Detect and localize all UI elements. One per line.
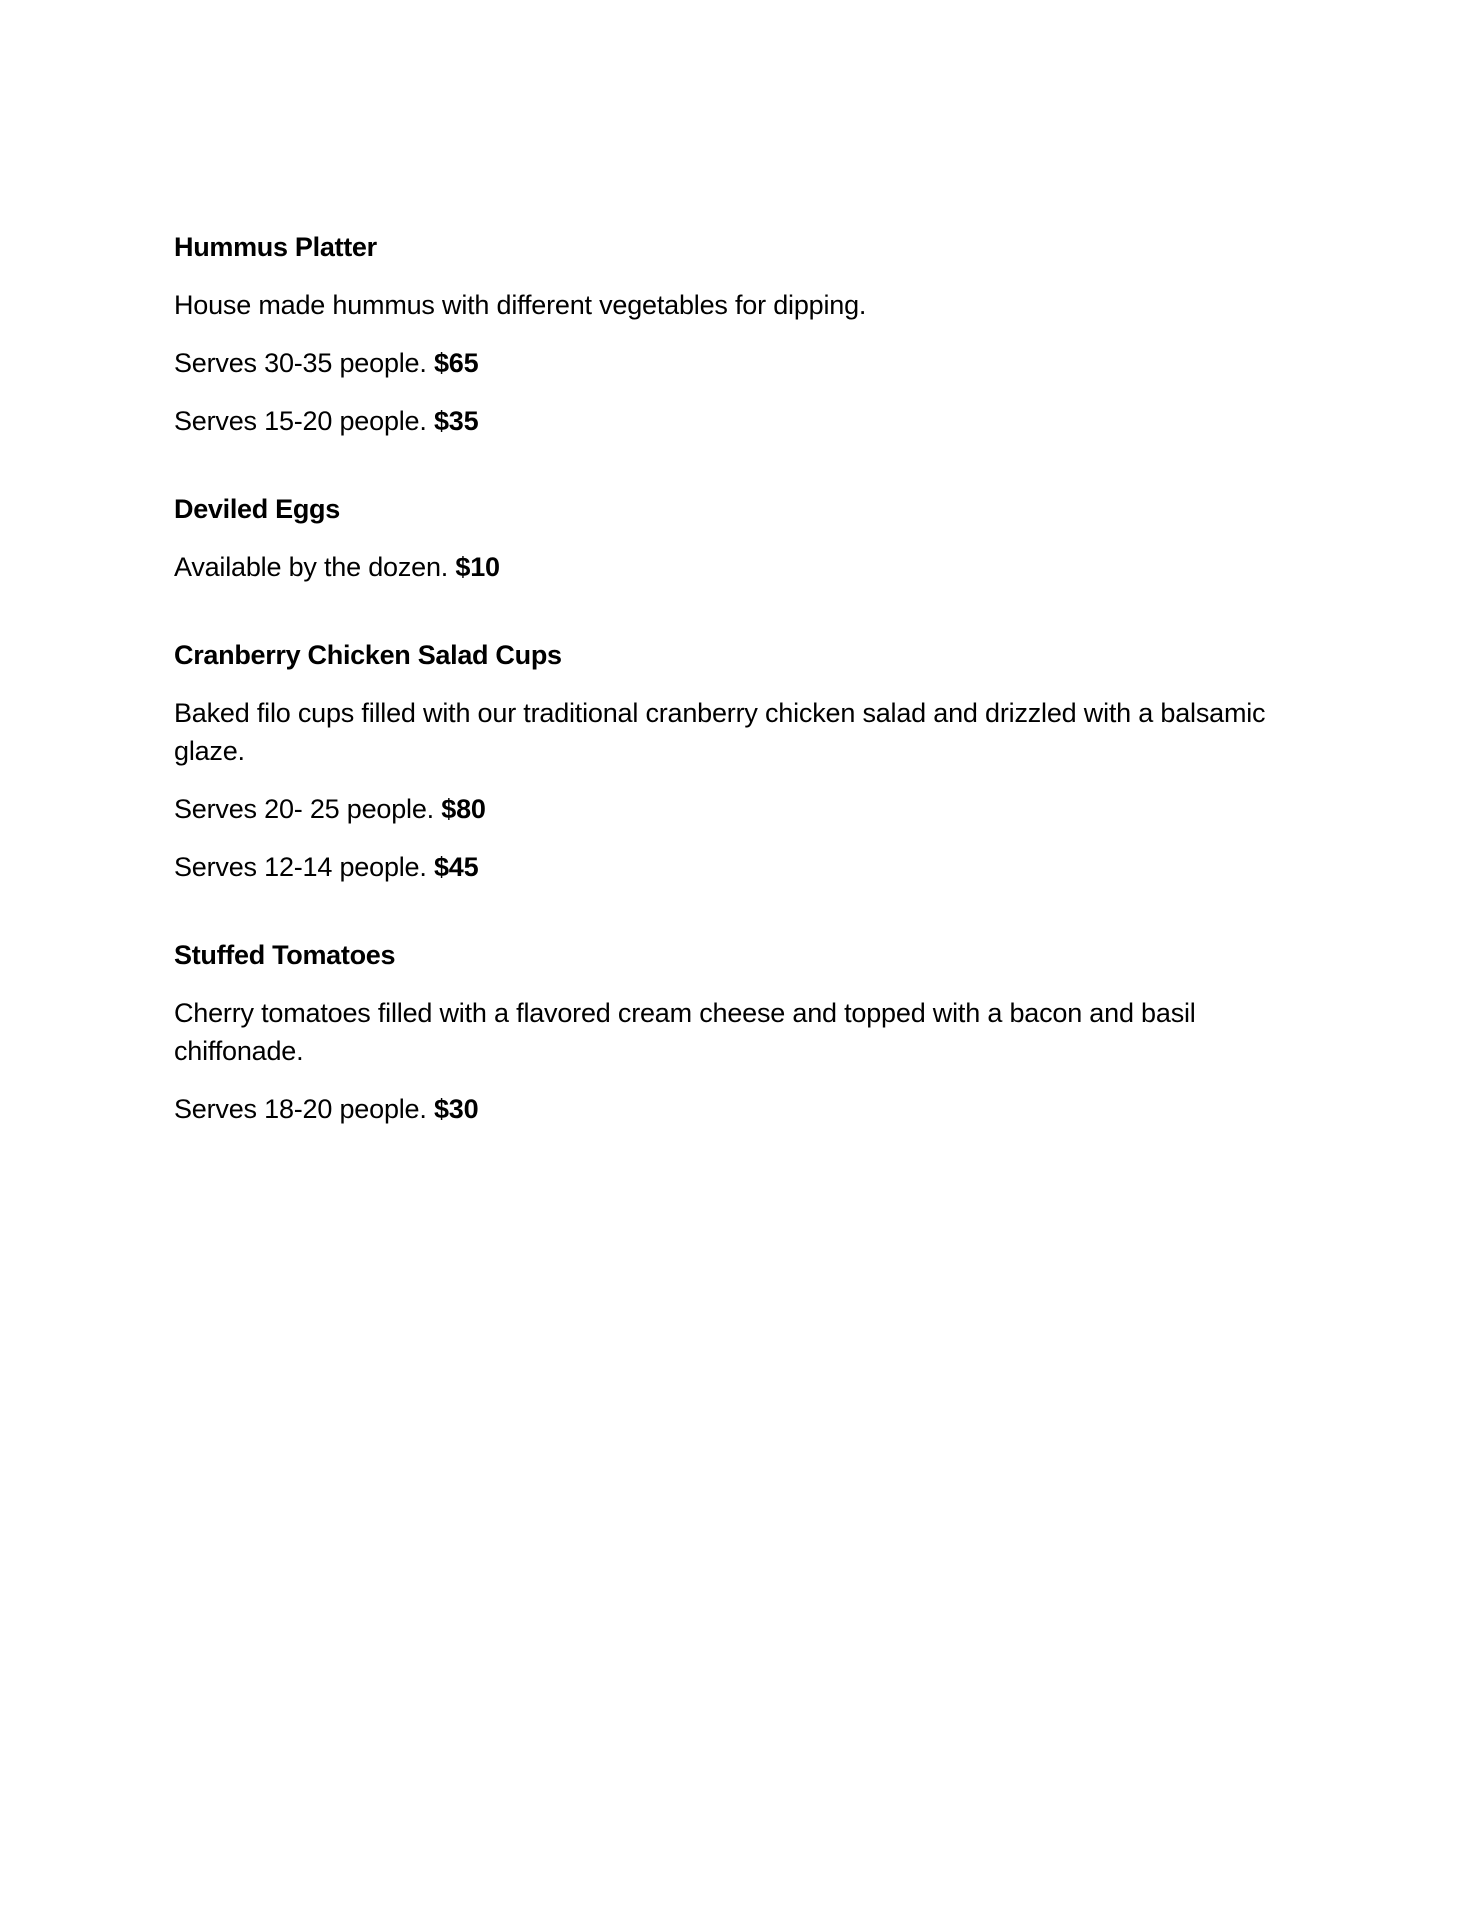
serving-option xyxy=(174,848,1314,886)
serving-option xyxy=(174,790,1314,828)
menu-item-stuffed-tomatoes xyxy=(174,936,1314,1128)
serving-option xyxy=(174,1090,1314,1128)
serving-text: Available by the dozen. xyxy=(174,552,449,582)
serving-text: Serves 30-35 people. xyxy=(174,348,427,378)
price: $45 xyxy=(433,852,479,882)
item-description: Baked filo cups filled with our traditional cranberry chicken salad and drizzled with a balsamic glaze. xyxy=(174,698,1266,766)
item-title: Hummus Platter xyxy=(174,232,377,262)
menu-item-hummus-platter xyxy=(174,228,1314,440)
menu-item-cranberry-chicken-salad-cups xyxy=(174,636,1314,886)
serving-option xyxy=(174,548,1314,586)
serving-text: Serves 20- 25 people. xyxy=(174,794,434,824)
price: $30 xyxy=(433,1094,479,1124)
price: $35 xyxy=(433,406,479,436)
serving-text: Serves 18-20 people. xyxy=(174,1094,427,1124)
price: $65 xyxy=(433,348,479,378)
item-title: Deviled Eggs xyxy=(174,494,340,524)
item-title: Cranberry Chicken Salad Cups xyxy=(174,640,562,670)
item-title: Stuffed Tomatoes xyxy=(174,940,396,970)
serving-text: Serves 15-20 people. xyxy=(174,406,427,436)
serving-option xyxy=(174,344,1314,382)
item-description: House made hummus with different vegetables for dipping. xyxy=(174,290,867,320)
item-description: Cherry tomatoes filled with a flavored cream cheese and topped with a bacon and basil chiffonade. xyxy=(174,998,1196,1066)
price: $10 xyxy=(455,552,500,582)
menu-item-deviled-eggs xyxy=(174,490,1314,586)
serving-text: Serves 12-14 people. xyxy=(174,852,427,882)
price: $80 xyxy=(441,794,486,824)
serving-option xyxy=(174,402,1314,440)
menu-page xyxy=(174,228,1314,1178)
